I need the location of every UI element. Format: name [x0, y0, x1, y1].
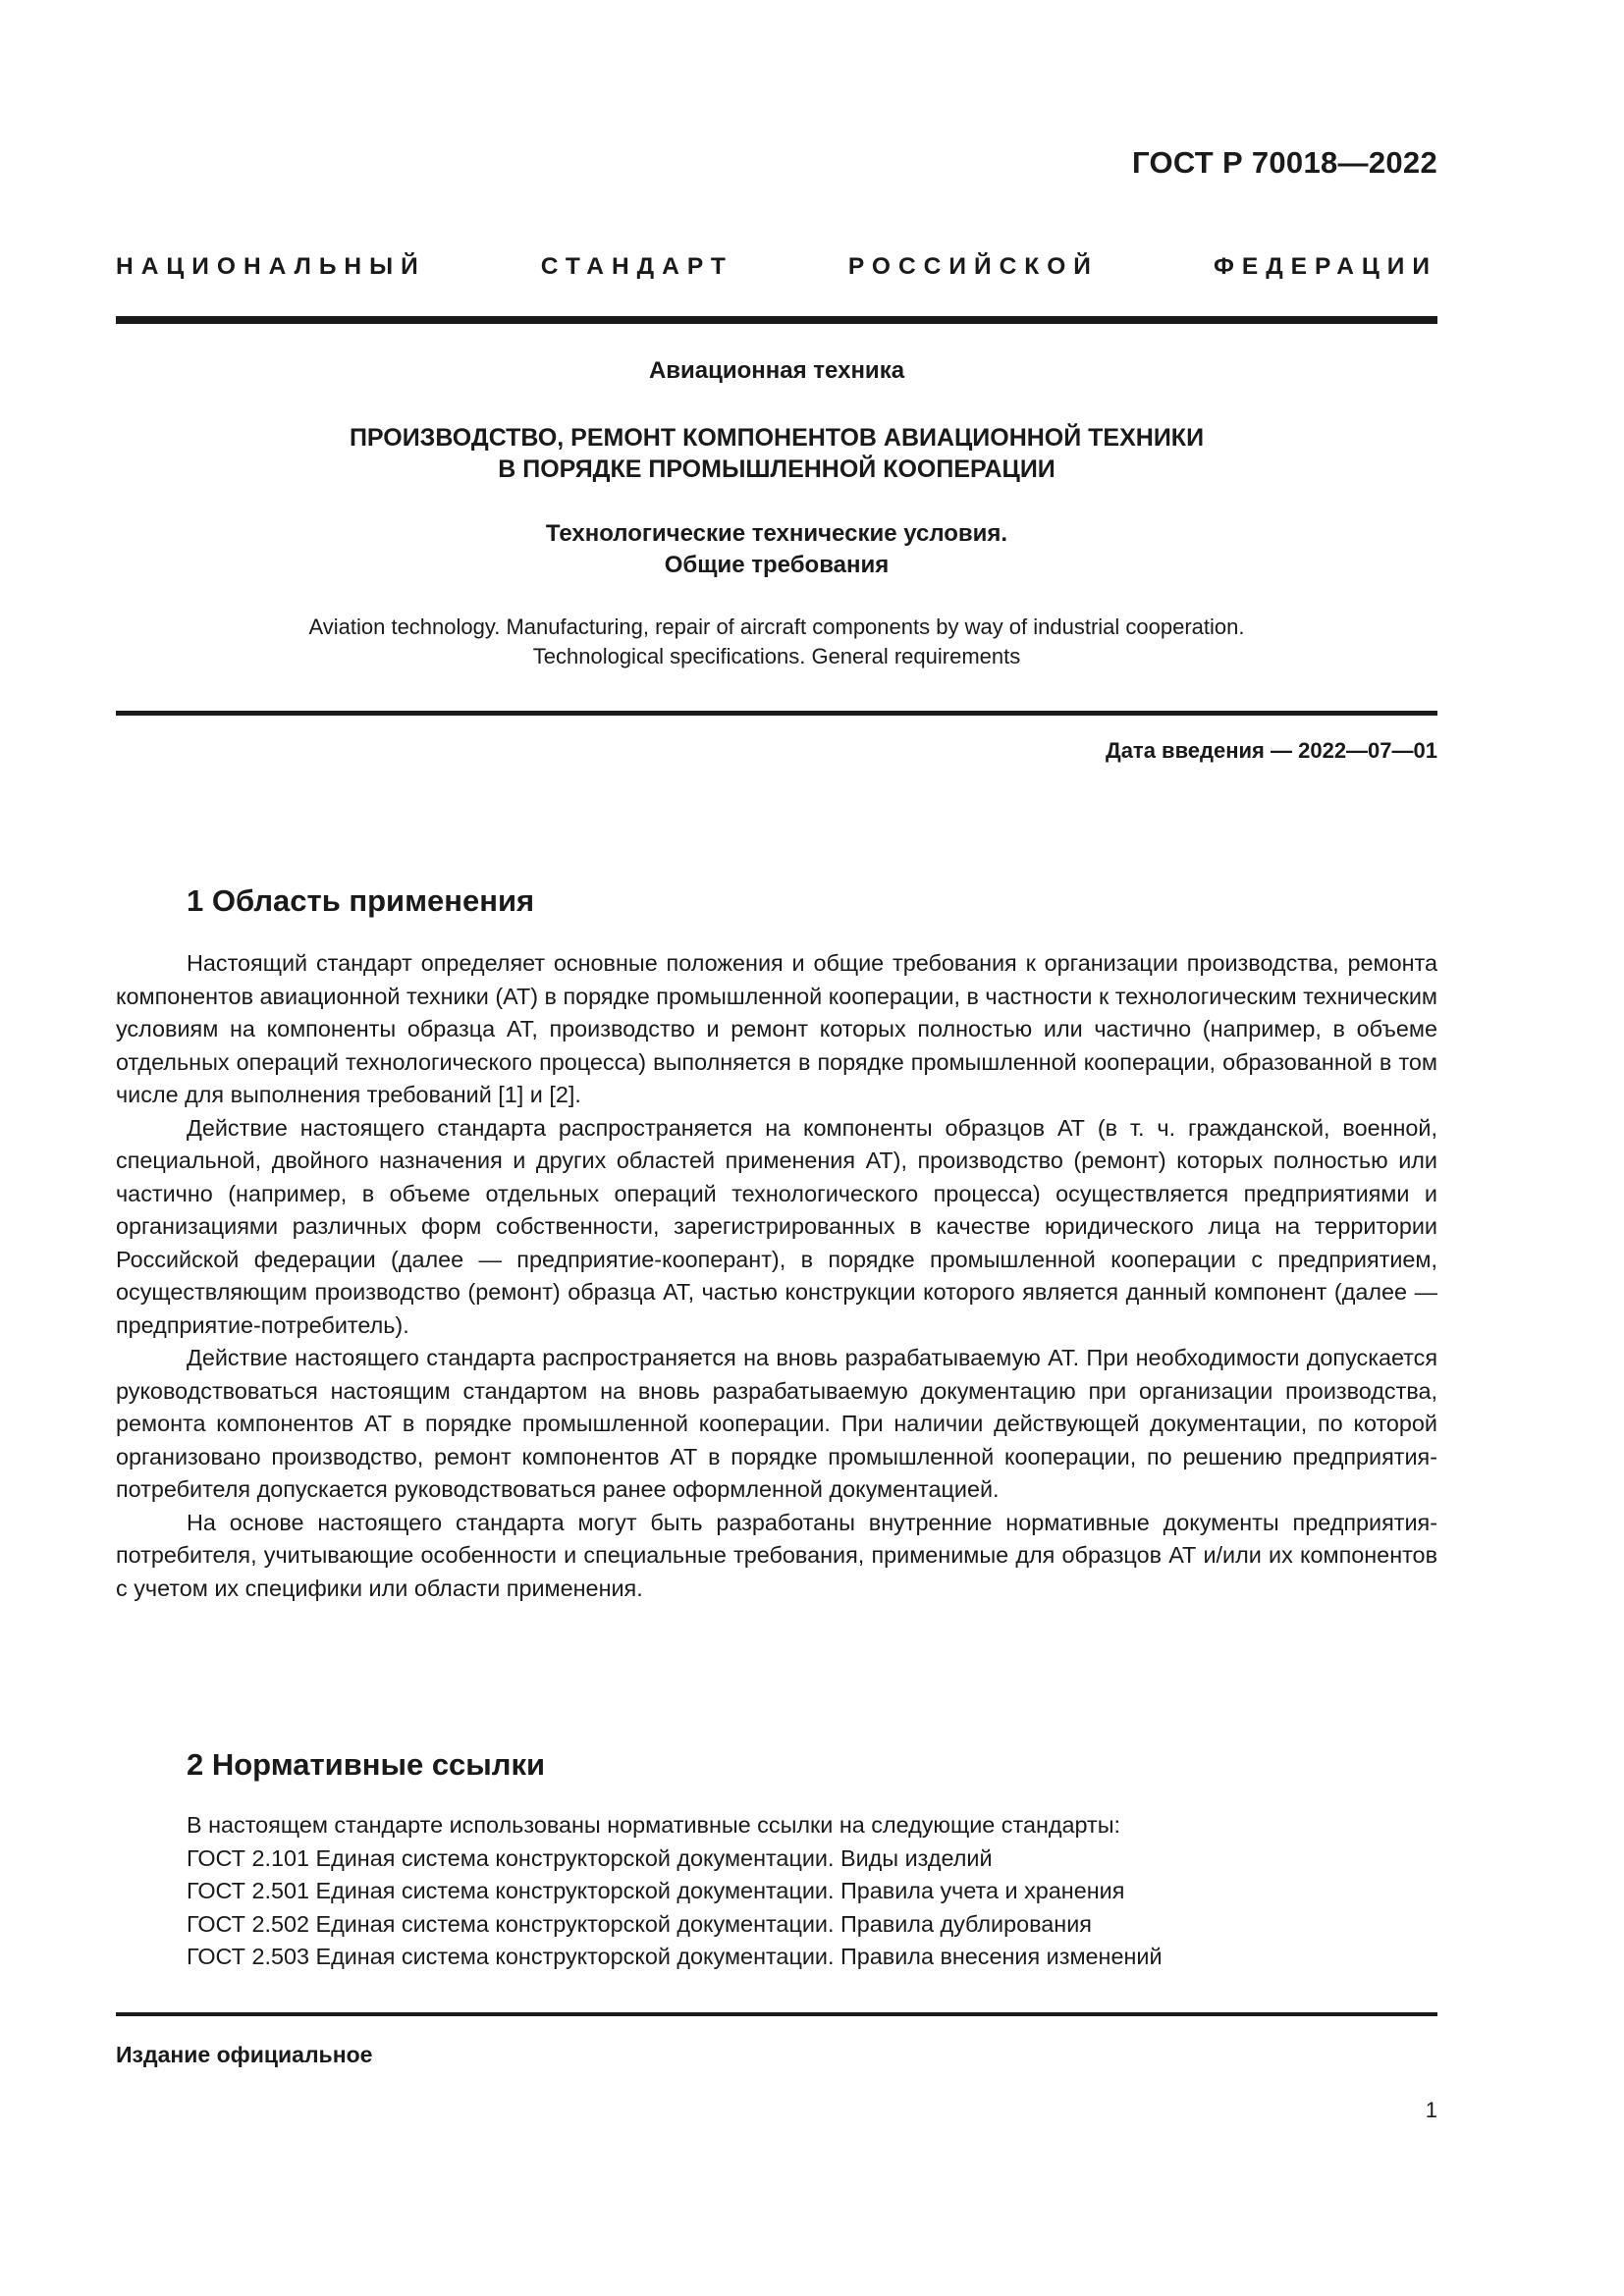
section-1-paragraph: Действие настоящего стандарта распространяется на вновь разрабатываемую АТ. При необходимости допускается руководствоваться настоящим стандартом на вновь разрабатываемую документацию при организации производства, ремонта компонентов АТ в порядке промышленной кооперации. При наличии действующей документации, по которой организовано производство, ремонт компонентов АТ в порядке промышленной кооперации, по решению предприятия-потребителя допускается руководствоваться ранее оформленной документацией. [116, 1345, 1437, 1502]
top-divider [116, 316, 1437, 324]
title-divider [116, 711, 1437, 716]
footer-divider [116, 2012, 1437, 2016]
section-1-paragraph: Настоящий стандарт определяет основные положения и общие требования к организации производства, ремонта компонентов авиационной техники (АТ) в порядке промышленной кооперации, в частности к технологическим техническим условиям на компоненты образца АТ, производство и ремонт которых полностью или частично (например, в объеме отдельных операций технологического процесса) выполняется в порядке промышленной кооперации, образованной в том числе для выполнения требований [1] и [2]. [116, 950, 1437, 1107]
date-of-introduction: Дата введения — 2022—07—01 [1106, 738, 1437, 763]
sub-title-line-2: Общие требования [664, 552, 890, 578]
reference-item: ГОСТ 2.501 Единая система конструкторской документации. Правила учета и хранения [187, 1878, 1125, 1903]
reference-item: ГОСТ 2.503 Единая система конструкторской документации. Правила внесения изменений [187, 1944, 1163, 1969]
references-intro: В настоящем стандарте использованы нормативные ссылки на следующие стандарты: [187, 1812, 1121, 1838]
section-1-paragraph: Действие настоящего стандарта распространяется на компоненты образцов АТ (в т. ч. гражданской, военной, специальной, двойного назначения и других областей применения АТ), производство (ремонт) которых полностью или частично (например, в объеме отдельных операций технологического процесса) осуществляется предприятиями и организациями различных форм собственности, зарегистрированных в качестве юридического лица на территории Российской федерации (далее — предприятие-кооперант), в порядке промышленной кооперации с предприятием, осуществляющим производство (ремонт) образца АТ, частью конструкции которого является данный компонент (далее — предприятие-потребитель). [116, 1114, 1437, 1338]
reference-item: ГОСТ 2.502 Единая система конструкторской документации. Правила дублирования [187, 1910, 1092, 1937]
standard-number: ГОСТ Р 70018—2022 [1132, 145, 1437, 180]
section-1-heading: 1 Область применения [187, 883, 535, 918]
official-edition-label: Издание официальное [116, 2042, 373, 2067]
english-title-line-1: Aviation technology. Manufacturing, repair of aircraft components by way of industrial cooperation. [308, 614, 1245, 639]
national-standard-banner: НАЦИОНАЛЬНЫЙ СТАНДАРТ РОССИЙСКОЙ ФЕДЕРАЦИИ [116, 253, 1437, 280]
document-sub-title [116, 518, 1437, 581]
section-1-body [116, 947, 1437, 1605]
main-title-line-1: ПРОИЗВОДСТВО, РЕМОНТ КОМПОНЕНТОВ АВИАЦИОННОЙ ТЕХНИКИ [349, 424, 1205, 452]
document-subject: Авиационная техника [648, 357, 905, 384]
page-number: 1 [1425, 2098, 1437, 2122]
main-title-line-2: В ПОРЯДКЕ ПРОМЫШЛЕННОЙ КООПЕРАЦИИ [498, 455, 1056, 483]
document-main-title [116, 422, 1437, 485]
sub-title-line-1: Технологические технические условия. [545, 520, 1008, 547]
normative-references-list [187, 1809, 1443, 1974]
section-1-paragraph: На основе настоящего стандарта могут быть разработаны внутренние нормативные документы предприятия-потребителя, учитывающие особенности и специальные требования, применимые для образцов АТ и/или их компонентов с учетом их специфики или области применения. [116, 1509, 1437, 1601]
section-2-heading: 2 Нормативные ссылки [187, 1747, 546, 1782]
reference-item: ГОСТ 2.101 Единая система конструкторской документации. Виды изделий [187, 1844, 993, 1871]
english-title [116, 613, 1437, 671]
english-title-line-2: Technological specifications. General requirements [532, 644, 1021, 668]
